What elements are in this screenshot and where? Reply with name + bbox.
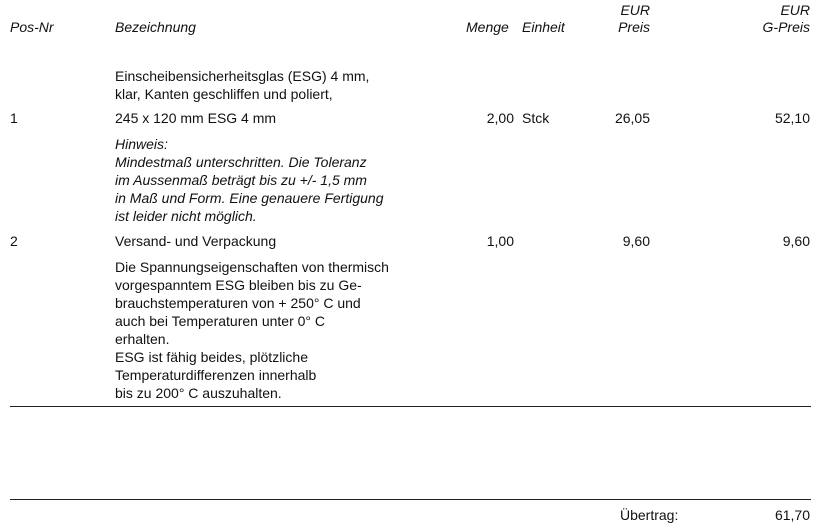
note-line: Hinweis: <box>115 136 168 152</box>
item-preis: 9,60 <box>622 233 650 249</box>
column-header-preis: Preis <box>618 19 650 35</box>
item-preis: 26,05 <box>614 110 650 126</box>
item-menge: 1,00 <box>486 233 514 249</box>
note-line: bis zu 200° C auszuhalten. <box>115 385 282 401</box>
item-einheit: Stck <box>522 110 550 126</box>
column-header-einheit: Einheit <box>522 19 565 35</box>
note-line: in Maß und Form. Eine genauere Fertigung <box>115 190 384 206</box>
item-description: 245 x 120 mm ESG 4 mm <box>115 110 277 126</box>
column-header-pos-nr: Pos-Nr <box>10 19 54 35</box>
item-menge: 2,00 <box>486 110 514 126</box>
table-end-divider <box>10 406 811 407</box>
column-header-menge: Menge <box>466 19 509 35</box>
item-description: Versand- und Verpackung <box>115 233 277 249</box>
column-header-gpreis: G-Preis <box>762 19 810 35</box>
note-line: erhalten. <box>115 331 170 347</box>
note-line: ist leider nicht möglich. <box>115 208 257 224</box>
note-line: ESG ist fähig beides, plötzliche <box>115 349 308 365</box>
intro-line: Einscheibensicherheitsglas (ESG) 4 mm, <box>115 68 370 84</box>
note-line: brauchstemperaturen von + 250° C und <box>115 295 361 311</box>
item-pos: 2 <box>10 233 18 249</box>
column-header-preis-currency: EUR <box>620 2 650 18</box>
intro-description <box>115 67 369 103</box>
intro-line: klar, Kanten geschliffen und poliert, <box>115 86 333 102</box>
item-gpreis: 52,10 <box>774 110 810 126</box>
note-line: Temperaturdifferenzen innerhalb <box>115 367 317 383</box>
note-line: Mindestmaß unterschritten. Die Toleranz <box>115 154 367 170</box>
item-note <box>115 135 383 225</box>
note-line: auch bei Temperaturen unter 0° C <box>115 313 326 329</box>
note-line: Die Spannungseigenschaften von thermisch <box>115 259 389 275</box>
footer-divider <box>10 499 811 500</box>
note-line: im Aussenmaß beträgt bis zu +/- 1,5 mm <box>115 172 367 188</box>
uebertrag-label: Übertrag: <box>620 507 679 523</box>
item-pos: 1 <box>10 110 18 126</box>
item-gpreis: 9,60 <box>782 233 810 249</box>
column-header-gpreis-currency: EUR <box>780 2 810 18</box>
item-note <box>115 258 389 402</box>
note-line: vorgespanntem ESG bleiben bis zu Ge- <box>115 277 362 293</box>
uebertrag-value: 61,70 <box>774 507 810 523</box>
column-header-bezeichnung: Bezeichnung <box>115 19 196 35</box>
